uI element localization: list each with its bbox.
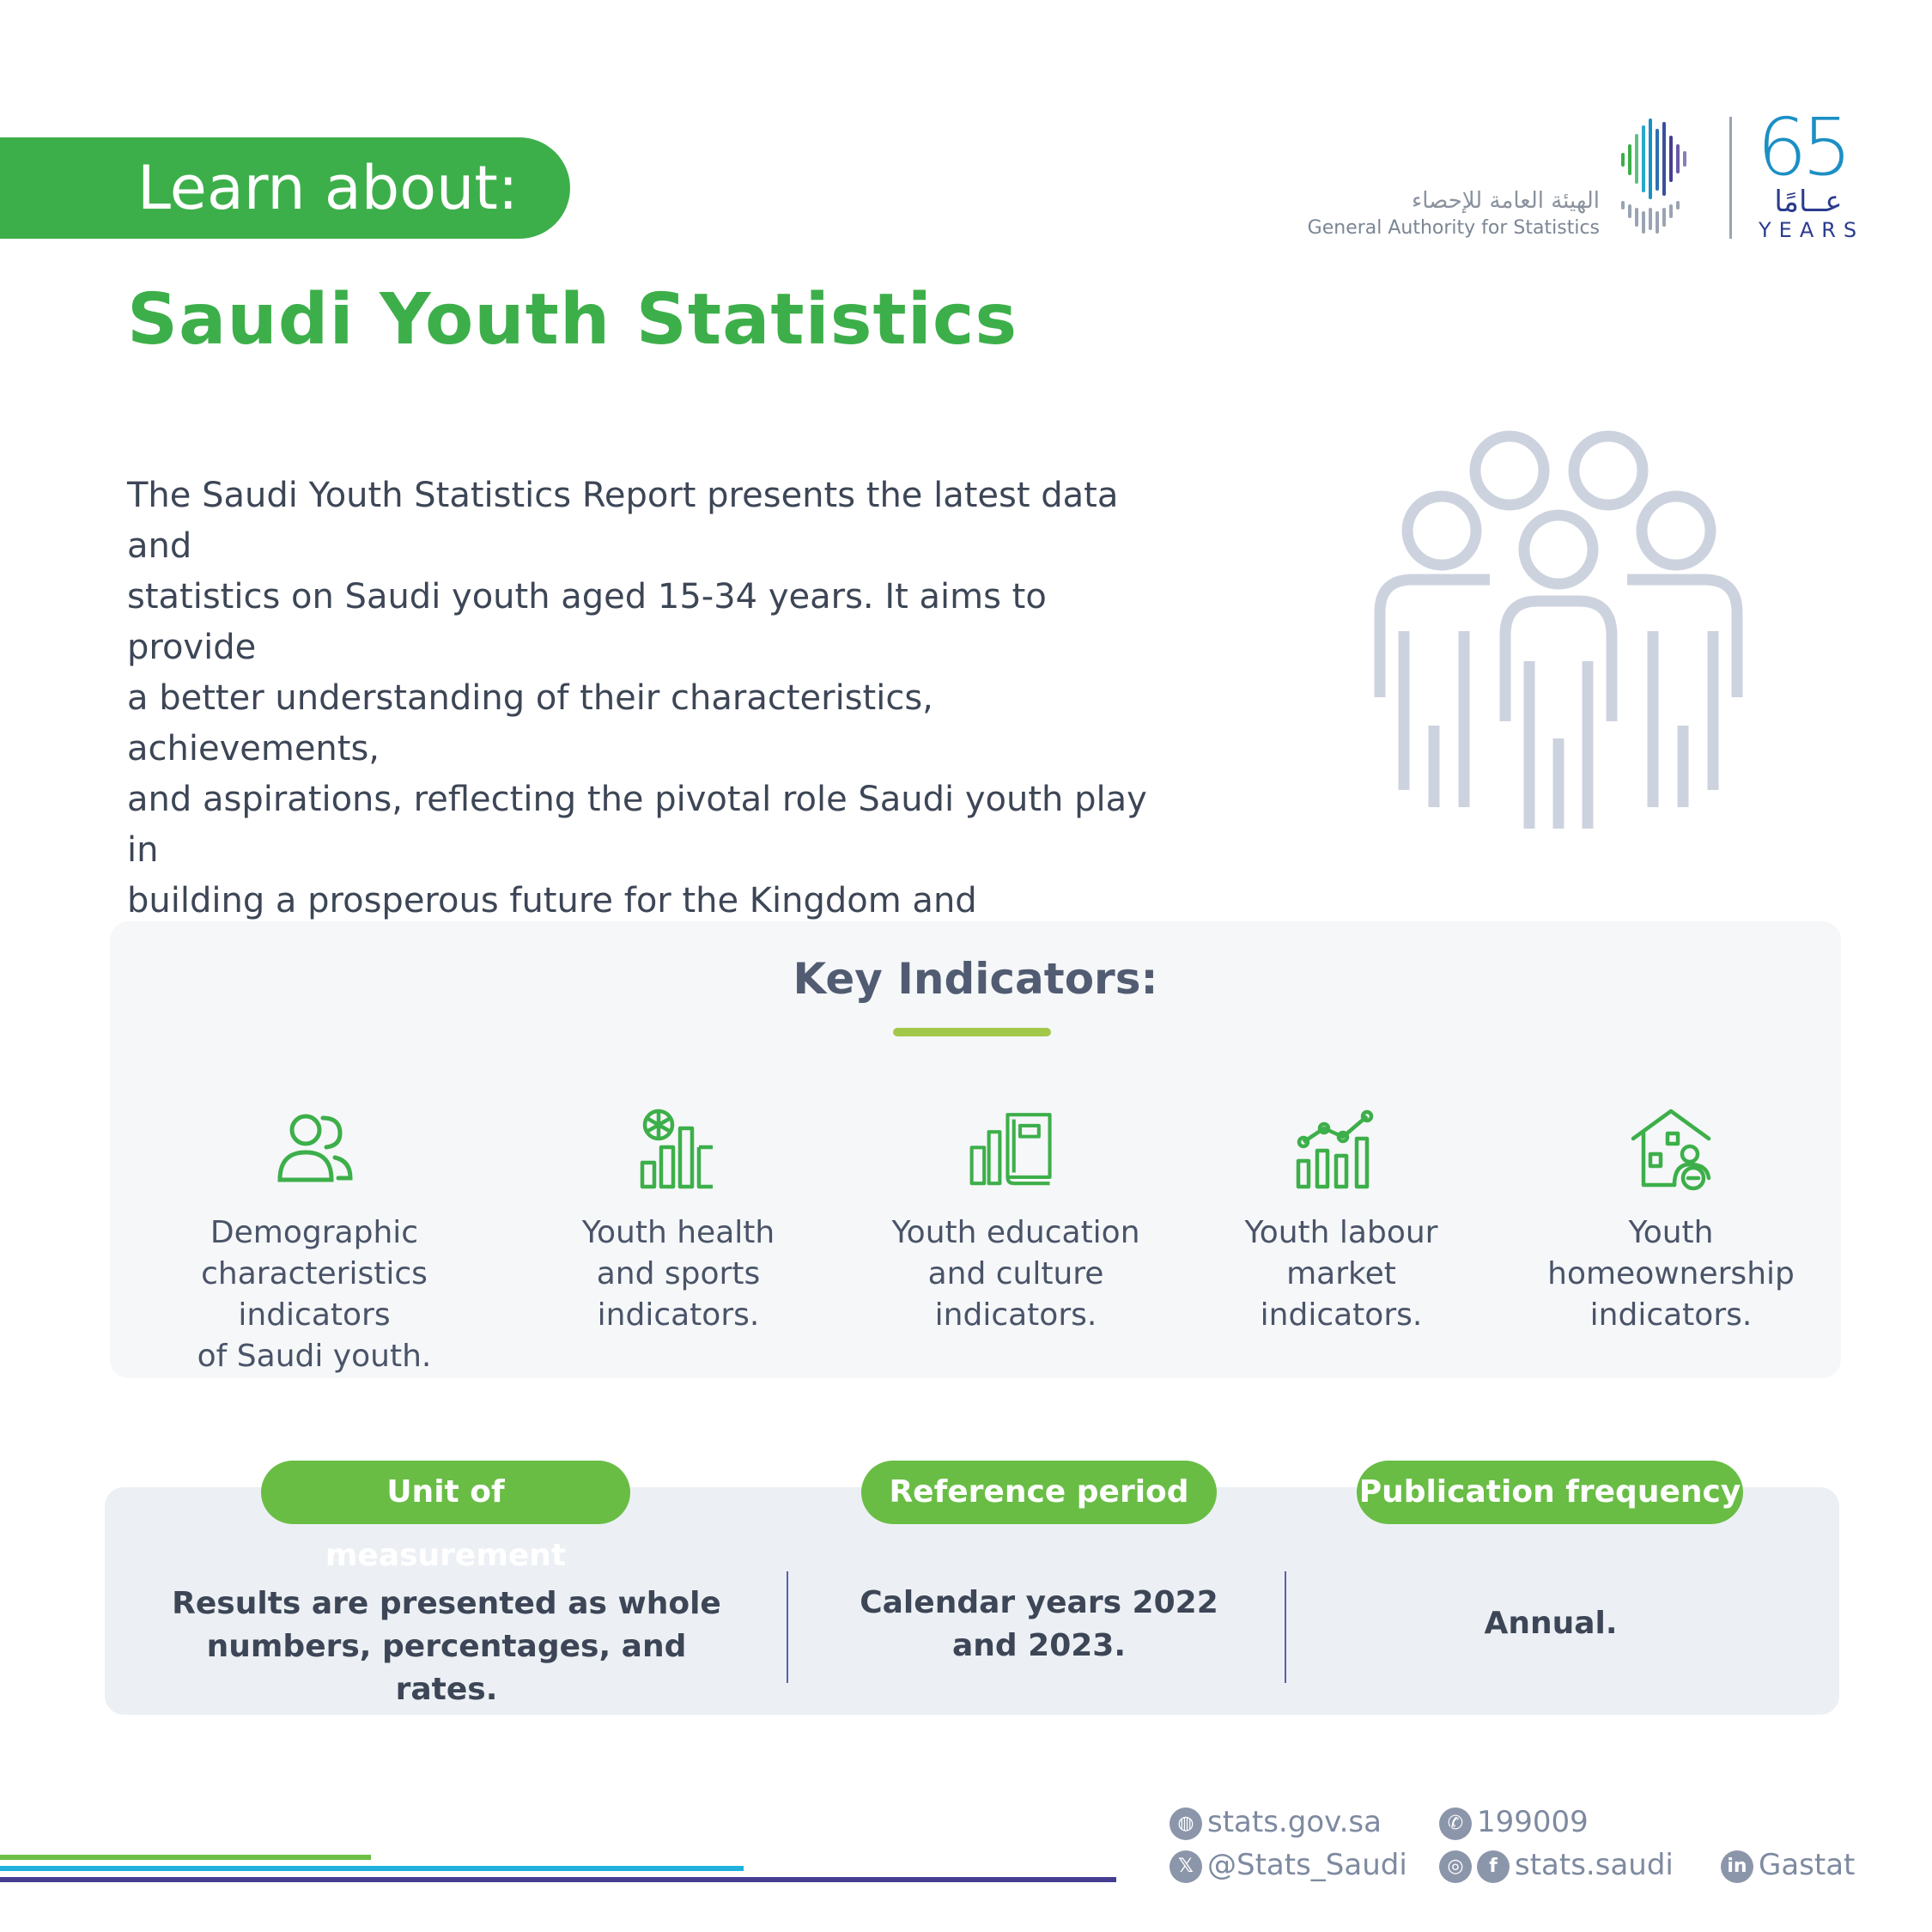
unit-of-measurement-pill: Unit of measurement (261, 1461, 630, 1524)
indicator-health-sports: Youth health and sports indicators. (581, 1215, 775, 1333)
anniversary-english: YEARS (1759, 218, 1865, 242)
footer-line-cyan (0, 1866, 744, 1871)
indicator-education-culture: Youth education and culture indicators. (891, 1215, 1140, 1333)
house-person-icon (1630, 1106, 1716, 1192)
ball-bar-chart-icon (635, 1108, 721, 1194)
reference-period-value: Calendar years 2022 and 2023. (860, 1585, 1218, 1663)
instagram-facebook-contact[interactable]: ◎ f stats.saudi (1439, 1846, 1674, 1884)
footer-line-green (0, 1855, 371, 1860)
logo-arabic-name: الهيئة العامة للإحصاء (1412, 188, 1600, 214)
anniversary-arabic: عــامًا (1774, 185, 1843, 219)
gastat-logo-icon (1616, 117, 1702, 237)
book-bar-chart-icon (969, 1108, 1054, 1194)
phone-icon: ✆ (1439, 1807, 1472, 1840)
website-contact[interactable]: ◍ stats.gov.sa (1170, 1803, 1382, 1841)
footer-line-navy (0, 1877, 1116, 1882)
page-title: Saudi Youth Statistics (127, 279, 1018, 361)
facebook-icon: f (1477, 1850, 1510, 1883)
publication-frequency-pill: Publication frequency (1357, 1461, 1743, 1524)
linkedin-icon: in (1721, 1850, 1753, 1883)
growth-chart-icon (1295, 1108, 1381, 1194)
phone-contact[interactable]: ✆ 199009 (1439, 1803, 1589, 1841)
x-contact[interactable]: 𝕏 @Stats_Saudi (1170, 1846, 1407, 1884)
intro-line: The Saudi Youth Statistics Report presents the latest data and (127, 476, 1119, 566)
logo-divider (1729, 117, 1732, 239)
instagram-icon: ◎ (1439, 1850, 1472, 1883)
indicator-labour-market: Youth labour market indicators. (1244, 1215, 1438, 1333)
publication-frequency-value: Annual. (1484, 1606, 1618, 1641)
indicator-homeownership: Youth homeownership indicators. (1547, 1215, 1795, 1333)
logo-english-name: General Authority for Statistics (1307, 217, 1600, 239)
key-indicators-title: Key Indicators: (793, 954, 1158, 1004)
details-separator (1285, 1571, 1286, 1683)
title-underline (893, 1028, 1051, 1036)
reference-period-pill: Reference period (861, 1461, 1217, 1524)
intro-line: and aspirations, reflecting the pivotal role Saudi youth play in (127, 780, 1147, 870)
intro-line: building a prosperous future for the Kingdom and (127, 881, 977, 920)
indicator-demographic: Demographic characteristics indicators of Saudi youth. (197, 1215, 432, 1374)
intro-line: statistics on Saudi youth aged 15-34 years. It aims to provide (127, 577, 1047, 667)
linkedin-contact[interactable]: in Gastat (1721, 1846, 1855, 1884)
globe-icon: ◍ (1170, 1807, 1202, 1840)
anniversary-number: 65 (1757, 101, 1848, 193)
people-icon (271, 1108, 357, 1194)
x-icon: 𝕏 (1170, 1850, 1202, 1883)
intro-line: a better understanding of their characteristics, achievements, (127, 678, 933, 769)
people-group-icon (1361, 429, 1756, 833)
learn-about-label: Learn about: (137, 153, 519, 223)
unit-of-measurement-value: Results are presented as whole numbers, percentages, and rates. (172, 1586, 721, 1707)
